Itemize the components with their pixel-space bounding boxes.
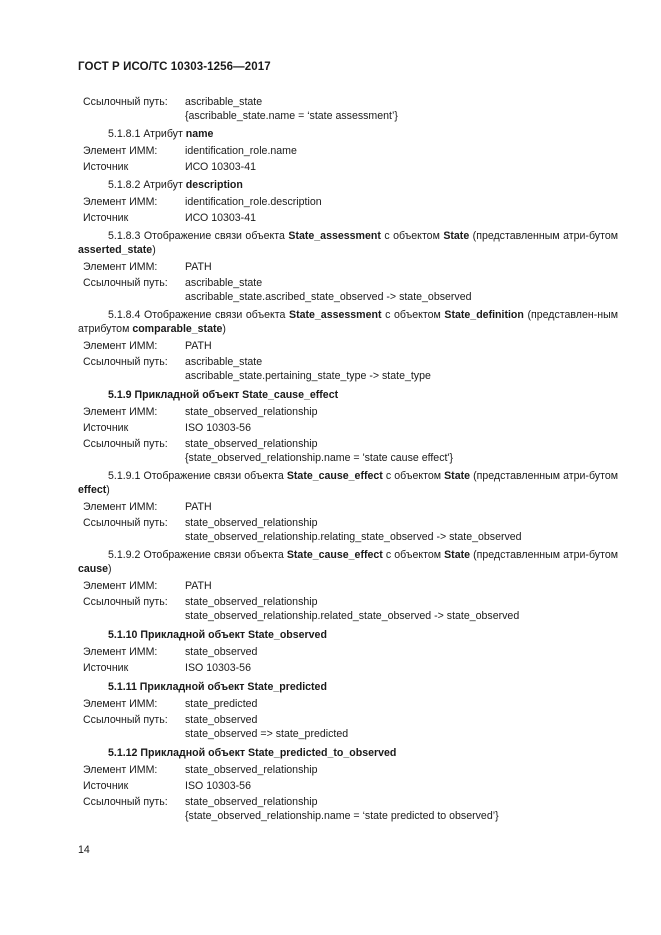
imm-value: state_observed	[185, 646, 258, 658]
mapping-row	[78, 500, 618, 514]
mapping-row	[78, 276, 618, 304]
source-label: Источник	[83, 780, 129, 792]
imm-label: Элемент ИММ:	[83, 261, 158, 273]
imm-value: state_observed_relationship	[185, 764, 318, 776]
imm-label: Элемент ИММ:	[83, 580, 158, 592]
mapping-row	[78, 579, 618, 593]
mapping-row	[78, 779, 618, 793]
mapping-row	[78, 595, 618, 623]
imm-value: identification_role.name	[185, 145, 297, 157]
section-heading: 5.1.9.2 Отображение связи объекта State_cause_effect с объектом State (представленным атри-бутом cause)	[78, 549, 619, 575]
mapping-row	[78, 713, 618, 741]
imm-value: PATH	[185, 261, 212, 273]
section-heading: 5.1.8.1 Атрибут name	[108, 128, 214, 140]
ref-path-label: Ссылочный путь:	[83, 356, 168, 368]
section-title: 5.1.12 Прикладной объект State_predicted_to_observed	[108, 747, 397, 759]
imm-value: identification_role.description	[185, 196, 322, 208]
imm-value: state_predicted	[185, 698, 258, 710]
mapping-row	[78, 211, 618, 225]
document-header: ГОСТ Р ИСО/ТС 10303-1256—2017	[78, 61, 271, 73]
ref-path-label: Ссылочный путь:	[83, 796, 168, 808]
mapping-row	[78, 516, 618, 544]
mapping-row	[78, 260, 618, 274]
ref-path-value: state_observed	[185, 714, 258, 726]
ref-path-value: {state_observed_relationship.name = ‘state predicted to observed’}	[185, 810, 499, 822]
imm-label: Элемент ИММ:	[83, 698, 158, 710]
source-value: ISO 10303-56	[185, 422, 251, 434]
ref-path-label: Ссылочный путь:	[83, 714, 168, 726]
mapping-row	[78, 355, 618, 383]
ref-path-label: Ссылочный путь:	[83, 96, 168, 108]
mapping-row	[78, 697, 618, 711]
ref-path-value: state_observed => state_predicted	[185, 728, 349, 740]
mapping-row	[78, 339, 618, 353]
section-title: 5.1.10 Прикладной объект State_observed	[108, 629, 327, 641]
imm-label: Элемент ИММ:	[83, 501, 158, 513]
section-title: 5.1.9 Прикладной объект State_cause_effect	[108, 389, 339, 401]
ref-path-value: ascribable_state	[185, 277, 263, 289]
ref-path-label: Ссылочный путь:	[83, 517, 168, 529]
ref-path-value: state_observed_relationship	[185, 438, 318, 450]
mapping-row	[78, 195, 618, 209]
mapping-row	[78, 661, 618, 675]
imm-value: state_observed_relationship	[185, 406, 318, 418]
source-value: ISO 10303-56	[185, 662, 251, 674]
ref-path-value: ascribable_state	[185, 356, 263, 368]
mapping-row	[78, 95, 618, 123]
imm-label: Элемент ИММ:	[83, 340, 158, 352]
source-label: Источник	[83, 422, 129, 434]
mapping-row	[78, 405, 618, 419]
source-label: Источник	[83, 161, 129, 173]
section-heading: 5.1.8.2 Атрибут description	[108, 179, 243, 191]
ref-path-label: Ссылочный путь:	[83, 596, 168, 608]
ref-path-value: state_observed_relationship	[185, 517, 318, 529]
mapping-row	[78, 763, 618, 777]
mapping-row	[78, 421, 618, 435]
section-heading: 5.1.8.3 Отображение связи объекта State_assessment с объектом State (представленным атри-бутом asserted_state)	[78, 230, 618, 256]
ref-path-label: Ссылочный путь:	[83, 277, 168, 289]
ref-path-value: ascribable_state.ascribed_state_observed -> state_observed	[185, 291, 472, 303]
imm-label: Элемент ИММ:	[83, 764, 158, 776]
ref-path-value: state_observed_relationship	[185, 596, 318, 608]
source-value: ИСО 10303-41	[185, 212, 256, 224]
ref-path-value: {ascribable_state.name = ‘state assessment’}	[185, 110, 398, 122]
ref-path-value: {state_observed_relationship.name = 'state cause effect'}	[185, 452, 453, 464]
imm-label: Элемент ИММ:	[83, 145, 158, 157]
section-title: 5.1.11 Прикладной объект State_predicted	[108, 681, 327, 693]
imm-value: PATH	[185, 501, 212, 513]
imm-label: Элемент ИММ:	[83, 406, 158, 418]
mapping-row	[78, 160, 618, 174]
document-body	[78, 95, 618, 825]
imm-value: PATH	[185, 340, 212, 352]
source-label: Источник	[83, 662, 129, 674]
page-number: 14	[78, 844, 90, 856]
section-heading: 5.1.8.4 Отображение связи объекта State_assessment с объектом State_definition (представлен-ным атрибутом comparable_state)	[78, 309, 618, 335]
mapping-row	[78, 437, 618, 465]
imm-label: Элемент ИММ:	[83, 196, 158, 208]
source-value: ИСО 10303-41	[185, 161, 256, 173]
mapping-row	[78, 144, 618, 158]
source-label: Источник	[83, 212, 129, 224]
ref-path-value: state_observed_relationship.relating_state_observed -> state_observed	[185, 531, 522, 543]
ref-path-value: state_observed_relationship	[185, 796, 318, 808]
imm-value: PATH	[185, 580, 212, 592]
mapping-row	[78, 645, 618, 659]
mapping-row	[78, 795, 618, 823]
ref-path-value: state_observed_relationship.related_state_observed -> state_observed	[185, 610, 520, 622]
imm-label: Элемент ИММ:	[83, 646, 158, 658]
ref-path-value: ascribable_state	[185, 96, 263, 108]
ref-path-label: Ссылочный путь:	[83, 438, 168, 450]
ref-path-value: ascribable_state.pertaining_state_type -> state_type	[185, 370, 431, 382]
source-value: ISO 10303-56	[185, 780, 251, 792]
section-heading: 5.1.9.1 Отображение связи объекта State_cause_effect с объектом State (представленным атри-бутом effect)	[78, 470, 619, 496]
